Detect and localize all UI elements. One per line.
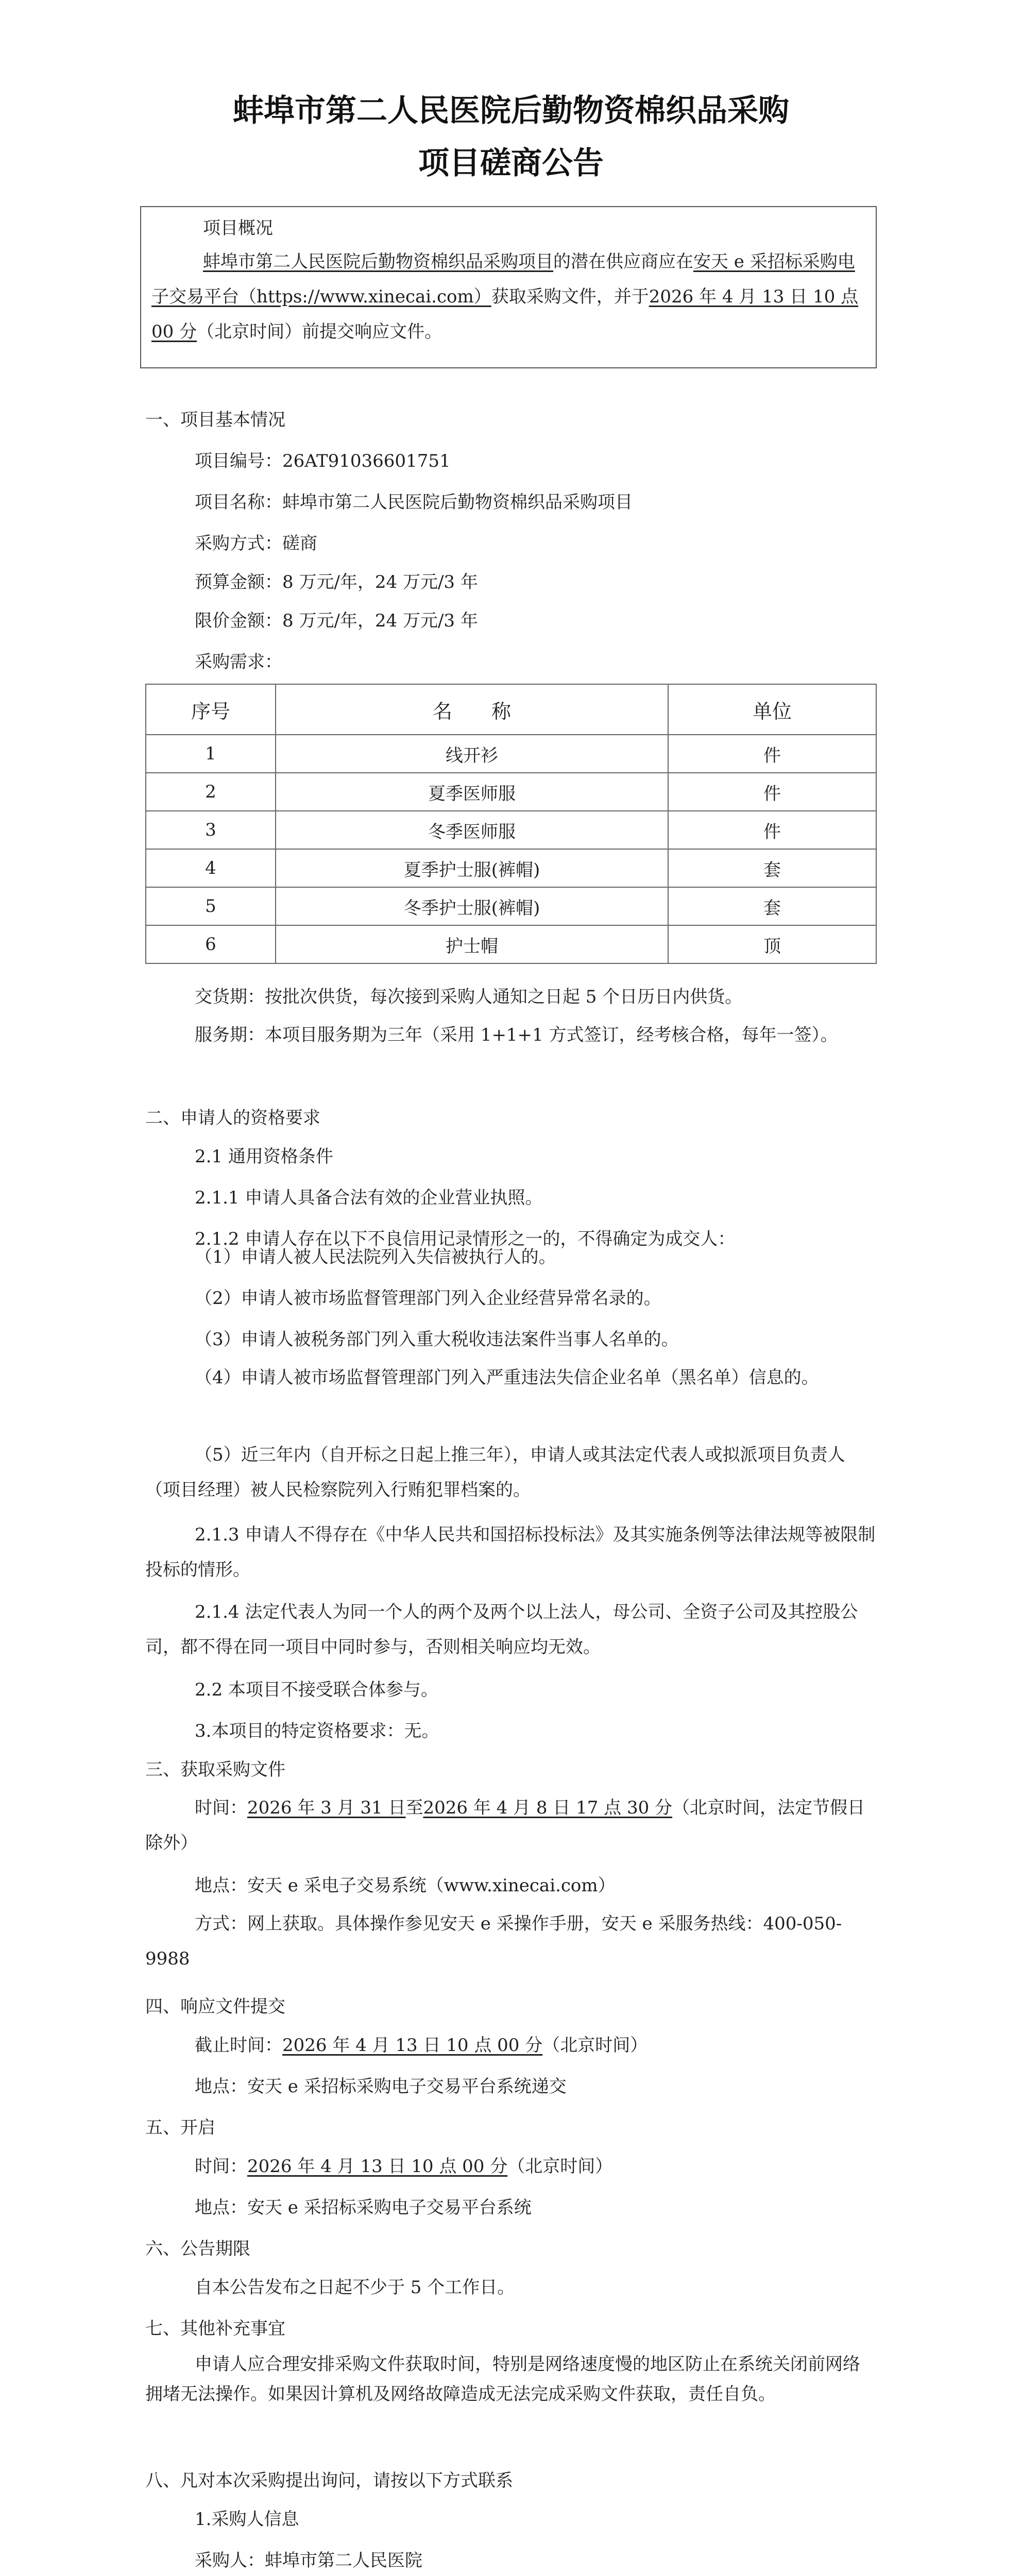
table-row: 3 冬季医师服 件 xyxy=(146,811,876,849)
obtain-place: 地点：安天 e 采电子交易系统（www.xinecai.com） xyxy=(195,1875,616,1896)
submit-place: 地点：安天 e 采招标采购电子交易平台系统递交 xyxy=(195,2076,567,2097)
obtain-time: 时间：2026 年 3 月 31 日至2026 年 4 月 8 日 17 点 30 分（北京时间，法定节假日除外） xyxy=(145,1798,865,1853)
opening-time: 时间：2026 年 4 月 13 日 10 点 00 分（北京时间） xyxy=(195,2156,613,2177)
page-title-line2: 项目磋商公告 xyxy=(418,145,604,181)
qualification-2-1-1: 2.1.1 申请人具备合法有效的企业营业执照。 xyxy=(195,1188,543,1208)
service-period: 服务期：本项目服务期为三年（采用 1+1+1 方式签订，经考核合格，每年一签）。 xyxy=(195,1025,838,1045)
col-header-no: 序号 xyxy=(146,684,276,735)
overview-text: 蚌埠市第二人民医院后勤物资棉织品采购项目的潜在供应商应在安天 e 采招标采购电子交易平台（https://www.xinecai.com）获取采购文件，并于2026 年 4 月 13 日 10 点 00 分（北京时间）前提交响应文件。 xyxy=(151,251,859,342)
section-heading: 一、项目基本情况 xyxy=(145,410,285,430)
table-row: 2 夏季医师服 件 xyxy=(146,773,876,811)
overview-heading: 项目概况 xyxy=(203,218,273,239)
overview-box xyxy=(140,206,877,368)
delivery-period: 交货期：按批次供货，每次接到采购人通知之日起 5 个日历日内供货。 xyxy=(195,987,743,1007)
project-name-link: 蚌埠市第二人民医院后勤物资棉织品采购项目 xyxy=(203,251,553,272)
col-header-unit: 单位 xyxy=(668,684,876,735)
supplementary-text: 申请人应合理安排采购文件获取时间，特别是网络速度慢的地区防止在系统关闭前网络拥堵无法操作。如果因计算机及网络故障造成无法完成采购文件获取，责任自负。 xyxy=(145,2354,860,2404)
table-row: 5 冬季护士服(裤帽) 套 xyxy=(146,887,876,925)
general-qualification: 2.1 通用资格条件 xyxy=(195,1146,333,1167)
col-header-name: 名 称 xyxy=(276,684,668,735)
opening-place: 地点：安天 e 采招标采购电子交易平台系统 xyxy=(195,2197,532,2218)
project-number: 项目编号：26AT91036601751 xyxy=(195,451,451,471)
section-heading: 五、开启 xyxy=(145,2117,215,2138)
specific-qualification: 3.本项目的特定资格要求：无。 xyxy=(195,1721,439,1741)
table-row: 1 线开衫 件 xyxy=(146,735,876,773)
section-heading: 八、凡对本次采购提出询问，请按以下方式联系 xyxy=(145,2470,513,2491)
procurement-method: 采购方式：磋商 xyxy=(195,533,317,554)
section-heading: 四、响应文件提交 xyxy=(145,1996,285,2017)
section-heading: 六、公告期限 xyxy=(145,2239,250,2259)
submit-deadline: 截止时间：2026 年 4 月 13 日 10 点 00 分（北京时间） xyxy=(195,2035,648,2056)
table-row: 4 夏季护士服(裤帽) 套 xyxy=(146,849,876,887)
section-heading: 七、其他补充事宜 xyxy=(145,2318,285,2339)
page-title-line1: 蚌埠市第二人民医院后勤物资棉织品采购 xyxy=(233,93,789,129)
condition-5: （5）近三年内（自开标之日起上推三年），申请人或其法定代表人或拟派项目负责人（项目经理）被人民检察院列入行贿犯罪档案的。 xyxy=(145,1445,845,1500)
table-row: 6 护士帽 顶 xyxy=(146,925,876,963)
limit-amount: 限价金额：8 万元/年，24 万元/3 年 xyxy=(195,611,478,631)
condition-2: （2）申请人被市场监督管理部门列入企业经营异常名录的。 xyxy=(195,1288,661,1309)
section-heading: 二、申请人的资格要求 xyxy=(145,1108,320,1128)
platform-link[interactable]: 安天 e 采招标采购电子交易平台（https://www.xinecai.com） xyxy=(151,251,855,307)
qualification-2-1-2: 2.1.2 申请人存在以下不良信用记录情形之一的，不得确定为成交人： xyxy=(195,1229,736,1249)
budget-amount: 预算金额：8 万元/年，24 万元/3 年 xyxy=(195,572,478,592)
table-header-row xyxy=(146,684,876,735)
buyer-info-heading: 1.采购人信息 xyxy=(195,2509,299,2530)
obtain-method: 方式：网上获取。具体操作参见安天 e 采操作手册，安天 e 采服务热线：400-050-9988 xyxy=(145,1913,842,1969)
requirements-label: 采购需求： xyxy=(195,652,282,672)
qualification-2-2: 2.2 本项目不接受联合体参与。 xyxy=(195,1680,438,1700)
condition-1: （1）申请人被人民法院列入失信被执行人的。 xyxy=(195,1247,556,1267)
condition-3: （3）申请人被税务部门列入重大税收违法案件当事人名单的。 xyxy=(195,1329,679,1350)
condition-4: （4）申请人被市场监督管理部门列入严重违法失信企业名单（黑名单）信息的。 xyxy=(195,1367,819,1388)
deadline-text: 2026 年 4 月 13 日 10 点 00 分 xyxy=(151,286,859,342)
notice-period: 自本公告发布之日起不少于 5 个工作日。 xyxy=(195,2277,515,2298)
qualification-2-1-4: 2.1.4 法定代表人为同一个人的两个及两个以上法人，母公司、全资子公司及其控股公司，都不得在同一项目中同时参与，否则相关响应均无效。 xyxy=(145,1602,858,1657)
section-heading: 三、获取采购文件 xyxy=(145,1759,285,1780)
requirements-table xyxy=(145,684,877,964)
project-name: 项目名称：蚌埠市第二人民医院后勤物资棉织品采购项目 xyxy=(195,492,633,513)
buyer-name: 采购人：蚌埠市第二人民医院 xyxy=(195,2550,422,2571)
qualification-2-1-3: 2.1.3 申请人不得存在《中华人民共和国招标投标法》及其实施条例等法律法规等被限制投标的情形。 xyxy=(145,1524,876,1580)
